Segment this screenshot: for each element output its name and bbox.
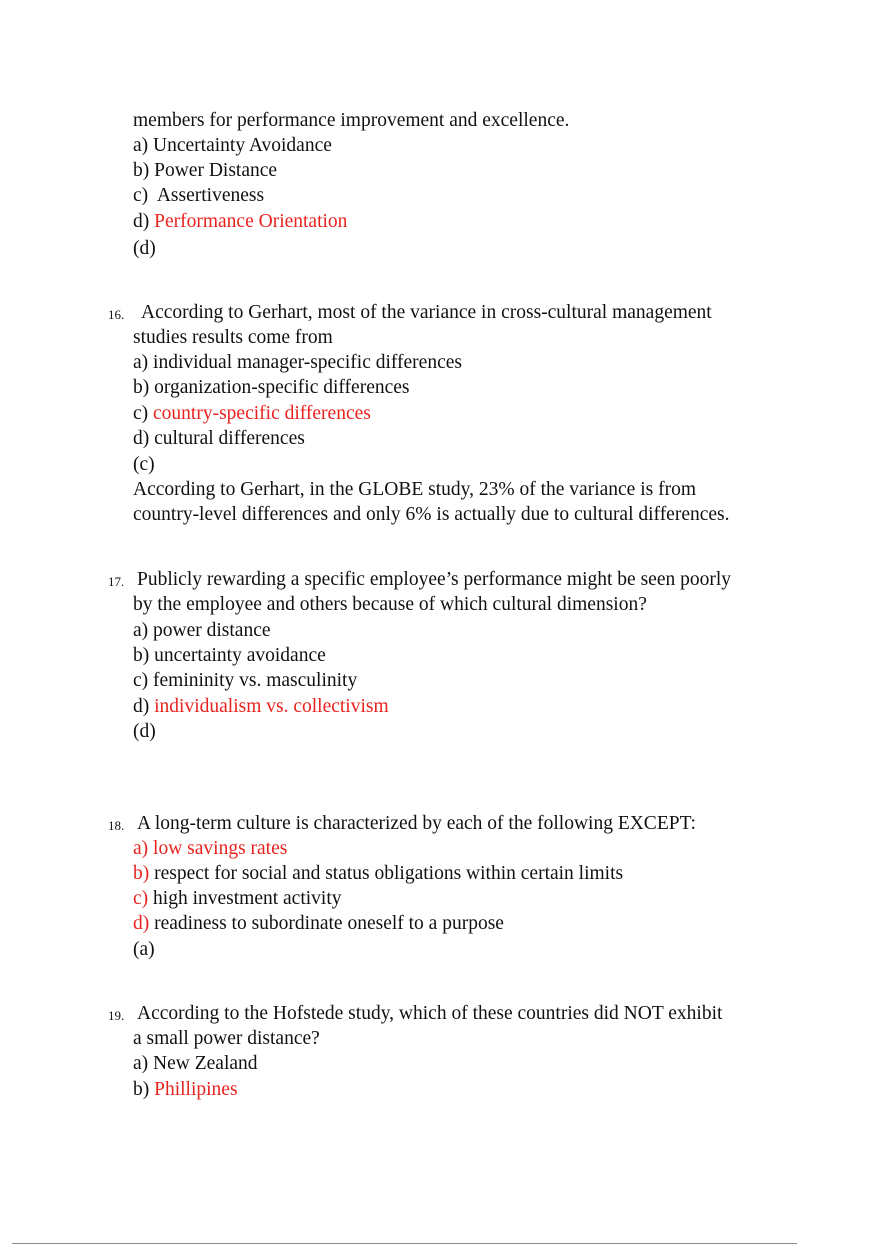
answer-key: (c) [133,454,155,475]
option-d: d) cultural differences [133,428,305,449]
answer-key: (a) [133,939,155,960]
question-stem-cont: a small power distance? [133,1028,320,1049]
option-d-correct: d) individualism vs. collectivism [133,696,389,717]
question-stem: According to Gerhart, most of the variance in cross-cultural management [141,302,712,323]
question-number: 16. [108,307,125,322]
question-stem: Publicly rewarding a specific employee’s performance might be seen poorly [137,569,732,590]
answer-key: (d) [133,721,156,742]
option-a: a) Uncertainty Avoidance [133,135,332,156]
question-stem: According to the Hofstede study, which of these countries did NOT exhibit [137,1003,723,1024]
option-c: c) high investment activity [133,888,342,909]
option-c: c) Assertiveness [133,185,265,206]
option-b: b) Power Distance [133,160,278,181]
explanation-cont: country-level differences and only 6% is actually due to cultural differences. [133,504,730,525]
option-a: a) New Zealand [133,1053,258,1074]
option-b: b) respect for social and status obligations within certain limits [133,863,624,884]
option-c: c) femininity vs. masculinity [133,670,358,691]
option-d-correct: d) Performance Orientation [133,211,348,232]
question-number: 19. [108,1008,125,1023]
question-stem-tail: members for performance improvement and excellence. [133,110,570,131]
question-number: 17. [108,574,125,589]
option-b-correct: b) Phillipines [133,1079,238,1100]
footer-divider [12,1243,797,1244]
answer-key: (d) [133,238,156,259]
option-c-correct: c) country-specific differences [133,403,371,424]
option-a-correct: a) low savings rates [133,838,288,859]
question-stem: A long-term culture is characterized by each of the following EXCEPT: [137,813,696,834]
option-d: d) readiness to subordinate oneself to a purpose [133,913,504,934]
question-stem-cont: studies results come from [133,327,333,348]
option-b: b) organization-specific differences [133,377,410,398]
option-b: b) uncertainty avoidance [133,645,326,666]
option-a: a) individual manager-specific differences [133,352,462,373]
question-stem-cont: by the employee and others because of which cultural dimension? [133,594,647,615]
question-number: 18. [108,818,125,833]
explanation: According to Gerhart, in the GLOBE study, 23% of the variance is from [133,479,696,500]
option-a: a) power distance [133,620,271,641]
